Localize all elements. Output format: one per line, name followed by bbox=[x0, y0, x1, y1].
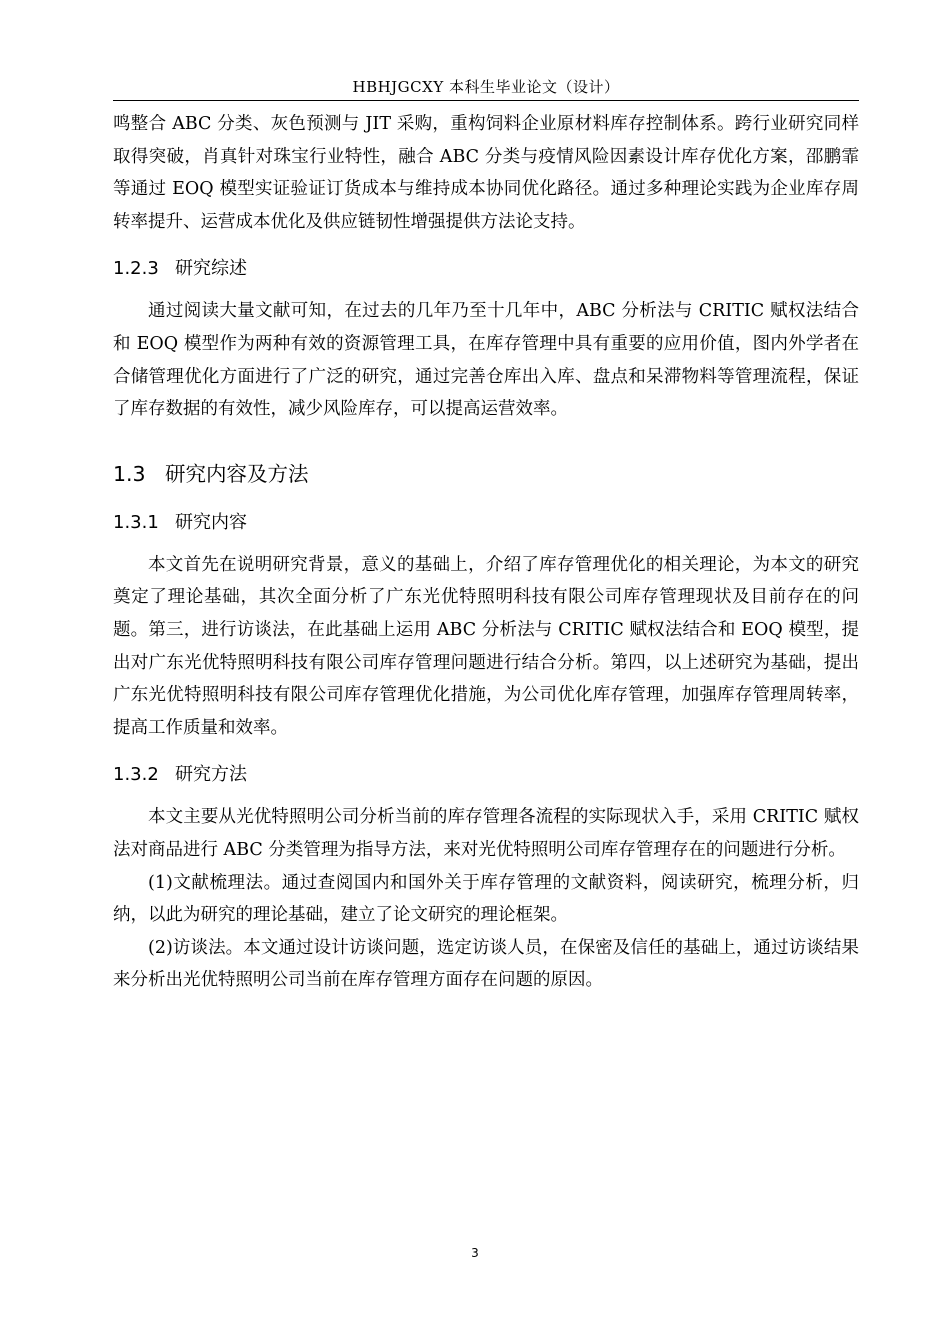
heading-1-3 bbox=[113, 460, 859, 488]
heading-title: 研究综述 bbox=[175, 258, 247, 280]
heading-number: 1.2.3 bbox=[113, 258, 159, 280]
paragraph-method-interview: (2)访谈法。本文通过设计访谈问题，选定访谈人员，在保密及信任的基础上，通过访谈结果来分析出光优特照明公司当前在库存管理方面存在问题的原因。 bbox=[113, 937, 859, 991]
heading-number: 1.3.1 bbox=[113, 511, 159, 533]
heading-1-3-2 bbox=[113, 762, 859, 788]
paragraph-method-literature: (1)文献梳理法。通过查阅国内和国外关于库存管理的文献资料，阅读研究，梳理分析，归纳，以此为研究的理论基础，建立了论文研究的理论框架。 bbox=[113, 872, 859, 926]
paragraph-content: 本文首先在说明研究背景，意义的基础上，介绍了库存管理优化的相关理论，为本文的研究奠定了理论基础，其次全面分析了广东光优特照明科技有限公司库存管理现状及目前存在的问题。第三，进行访谈法，在此基础上运用 ABC 分析法与 CRITIC 赋权法结合和 EOQ 模型，提出对广东光优特照明科技有限公司库存管理问题进行结合分析。第四，以上述研究为基础，提出广东光优特照明科技有限公司库存管理优化措施，为公司优化库存管理，加强库存管理周转率，提高工作质量和效率。 bbox=[113, 554, 859, 738]
heading-1-3-1 bbox=[113, 510, 859, 536]
paragraph-continued: 鸣整合 ABC 分类、灰色预测与 JIT 采购，重构饲料企业原材料库存控制体系。跨行业研究同样取得突破，肖真针对珠宝行业特性，融合 ABC 分类与疫情风险因素设计库存优化方案，邵鹏霏等通过 EOQ 模型实证验证订货成本与维持成本协同优化路径。通过多种理论实践为企业库存周转率提升、运营成本优化及供应链韧性增强提供方法论支持。 bbox=[113, 114, 859, 232]
heading-title: 研究内容及方法 bbox=[165, 461, 309, 486]
paragraph-methods: 本文主要从光优特照明公司分析当前的库存管理各流程的实际现状入手，采用 CRITIC 赋权法对商品进行 ABC 分类管理为指导方法，来对光优特照明公司库存管理存在的问题进行分析。 bbox=[113, 807, 859, 860]
paragraph-review: 通过阅读大量文献可知，在过去的几年乃至十几年中，ABC 分析法与 CRITIC 赋权法结合和 EOQ 模型作为两种有效的资源管理工具，在库存管理中具有重要的应用价值，图内外学者在合储管理优化方面进行了广泛的研究，通过完善仓库出入库、盘点和呆滞物料等管理流程，保证了库存数据的有效性，减少风险库存，可以提高运营效率。 bbox=[113, 301, 859, 420]
document-body bbox=[113, 108, 859, 997]
heading-1-2-3 bbox=[113, 256, 859, 282]
page-header: HBHJGCXY 本科生毕业论文（设计） bbox=[113, 76, 859, 101]
heading-title: 研究方法 bbox=[175, 764, 247, 786]
heading-number: 1.3.2 bbox=[113, 764, 159, 786]
heading-title: 研究内容 bbox=[175, 511, 247, 533]
page-number: 3 bbox=[471, 1246, 479, 1260]
heading-number: 1.3 bbox=[113, 461, 146, 486]
